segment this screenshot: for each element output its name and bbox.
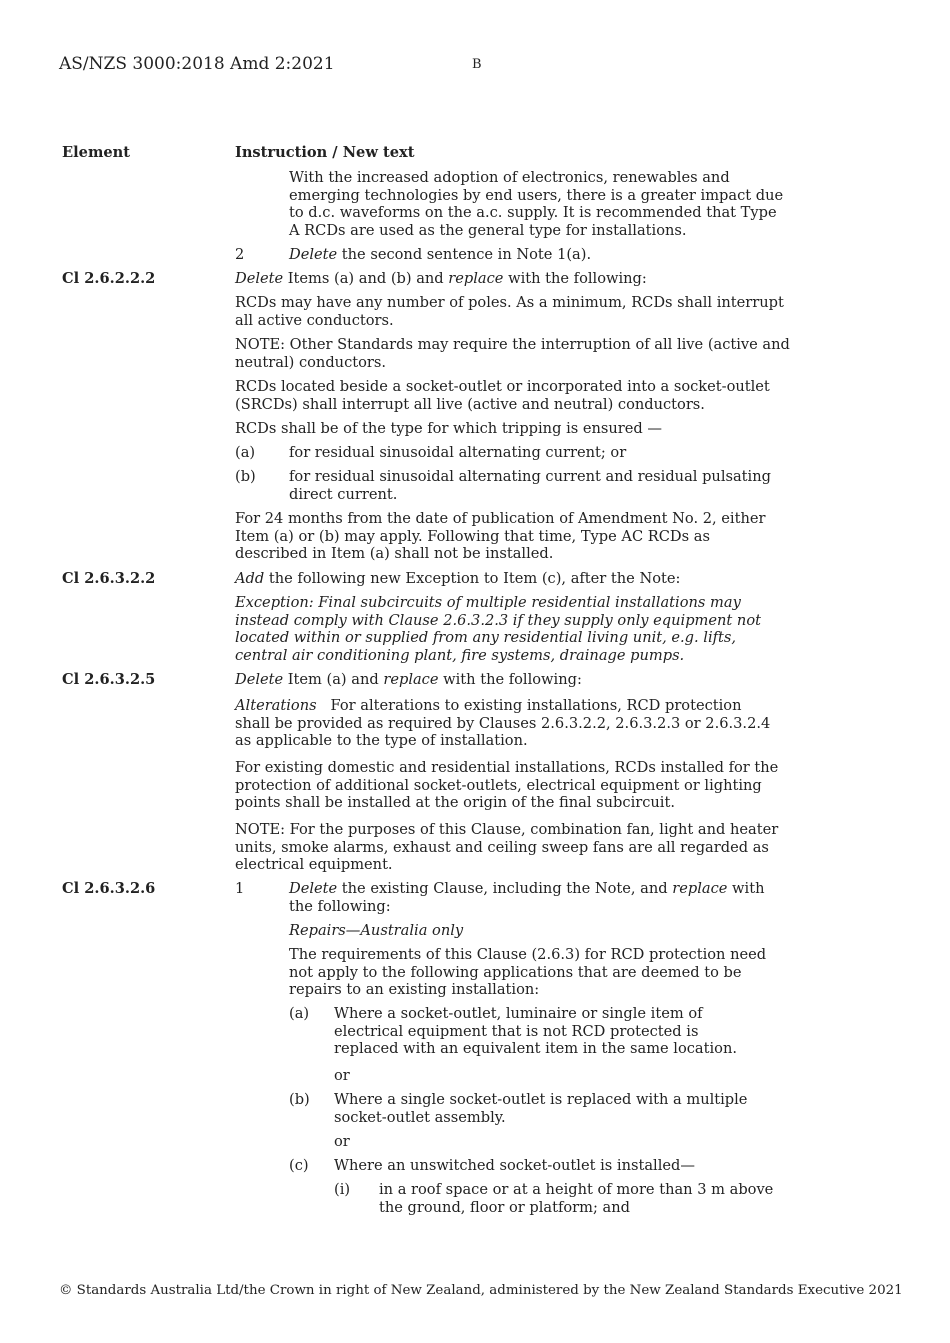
rcd-poles-note: NOTE: Other Standards may require the interruption of all live (active and neutral) conductors. <box>235 336 790 371</box>
instruction-cl-2-6-3-2-2: Add the following new Exception to Item (c), after the Note: <box>235 570 681 587</box>
column-header-instruction: Instruction / New text <box>235 144 415 161</box>
transition-paragraph: For 24 months from the date of publication of Amendment No. 2, either Item (a) or (b) may apply. Following that time, Type AC RCDs as described in Item (a) shall not be installed. <box>235 510 766 563</box>
existing-installations-paragraph: For existing domestic and residential installations, RCDs installed for the protection of additional socket-outlets, electrical equipment or lighting points shall be installed at the origin of the final subcircuit. <box>235 759 779 812</box>
element-cl-2-6-3-2-5: Cl 2.6.3.2.5 <box>62 671 156 688</box>
alterations-paragraph: Alterations For alterations to existing installations, RCD protection shall be provided as required by Clauses 2.6.3.2.2, 2.6.3.2.3 or 2.6.3.2.4 as applicable to the type of installation. <box>235 697 775 750</box>
repairs-item-c: Where an unswitched socket-outlet is installed— <box>334 1157 695 1174</box>
list-label-a: (a) <box>235 444 256 461</box>
repairs-item-b: Where a single socket-outlet is replaced with a multiple socket-outlet assembly. <box>334 1091 748 1126</box>
exception-paragraph: Exception: Final subcircuits of multiple residential installations may instead comply with Clause 2.6.3.2.3 if they supply only equipment not located within or supplied from any residential living unit, e.g. lifts, central air conditioning plant, fire systems, drainage pumps. <box>235 594 761 664</box>
rcd-poles-paragraph: RCDs may have any number of poles. As a minimum, RCDs shall interrupt all active conductors. <box>235 294 784 329</box>
intro-item-number: 2 <box>235 246 245 263</box>
srcd-paragraph: RCDs located beside a socket-outlet or incorporated into a socket-outlet (SRCDs) shall interrupt all live (active and neutral) conductors. <box>235 378 770 413</box>
column-header-element: Element <box>62 144 131 161</box>
repairs-item-i: in a roof space or at a height of more than 3 m above the ground, floor or platform; and <box>379 1181 774 1216</box>
repairs-heading: Repairs—Australia only <box>289 922 464 939</box>
list-item-a: for residual sinusoidal alternating current; or <box>289 444 627 461</box>
repairs-paragraph: The requirements of this Clause (2.6.3) for RCD protection need not apply to the following applications that are deemed to be repairs to an existing installation: <box>289 946 767 999</box>
repairs-label-i: (i) <box>334 1181 351 1198</box>
list-item-b: for residual sinusoidal alternating current and residual pulsating direct current. <box>289 468 771 503</box>
repairs-or-2: or <box>334 1133 350 1150</box>
document-id: AS/NZS 3000:2018 Amd 2:2021 <box>59 54 335 74</box>
repairs-label-c: (c) <box>289 1157 309 1174</box>
element-cl-2-6-2-2-2: Cl 2.6.2.2.2 <box>62 270 156 287</box>
repairs-item-a: Where a socket-outlet, luminaire or single item of electrical equipment that is not RCD protected is replaced with an equivalent item in the same location. <box>334 1005 737 1058</box>
equipment-note: NOTE: For the purposes of this Clause, combination fan, light and heater units, smoke alarms, exhaust and ceiling sweep fans are all regarded as electrical equipment. <box>235 821 779 874</box>
list-label-b: (b) <box>235 468 256 485</box>
instruction-number: 1 <box>235 880 245 897</box>
instruction-cl-2-6-3-2-5: Delete Item (a) and replace with the following: <box>235 671 582 688</box>
copyright-footer: © Standards Australia Ltd/the Crown in right of New Zealand, administered by the New Zealand Standards Executive 2021 <box>59 1283 903 1298</box>
element-cl-2-6-3-2-2: Cl 2.6.3.2.2 <box>62 570 156 587</box>
repairs-label-a: (a) <box>289 1005 310 1022</box>
instruction-cl-2-6-2-2-2: Delete Items (a) and (b) and replace with the following: <box>235 270 647 287</box>
instruction-cl-2-6-3-2-6: Delete the existing Clause, including the Note, and replace with the following: <box>289 880 765 915</box>
repairs-or-1: or <box>334 1067 350 1084</box>
element-cl-2-6-3-2-6: Cl 2.6.3.2.6 <box>62 880 156 897</box>
page-letter: B <box>472 57 482 72</box>
rcd-type-paragraph: RCDs shall be of the type for which tripping is ensured — <box>235 420 662 437</box>
intro-paragraph: With the increased adoption of electronics, renewables and emerging technologies by end users, there is a greater impact due to d.c. waveforms on the a.c. supply. It is recommended that Type A RCDs are used as the general type for installations. <box>289 169 784 239</box>
repairs-label-b: (b) <box>289 1091 310 1108</box>
intro-item-text: Delete the second sentence in Note 1(a). <box>289 246 592 263</box>
